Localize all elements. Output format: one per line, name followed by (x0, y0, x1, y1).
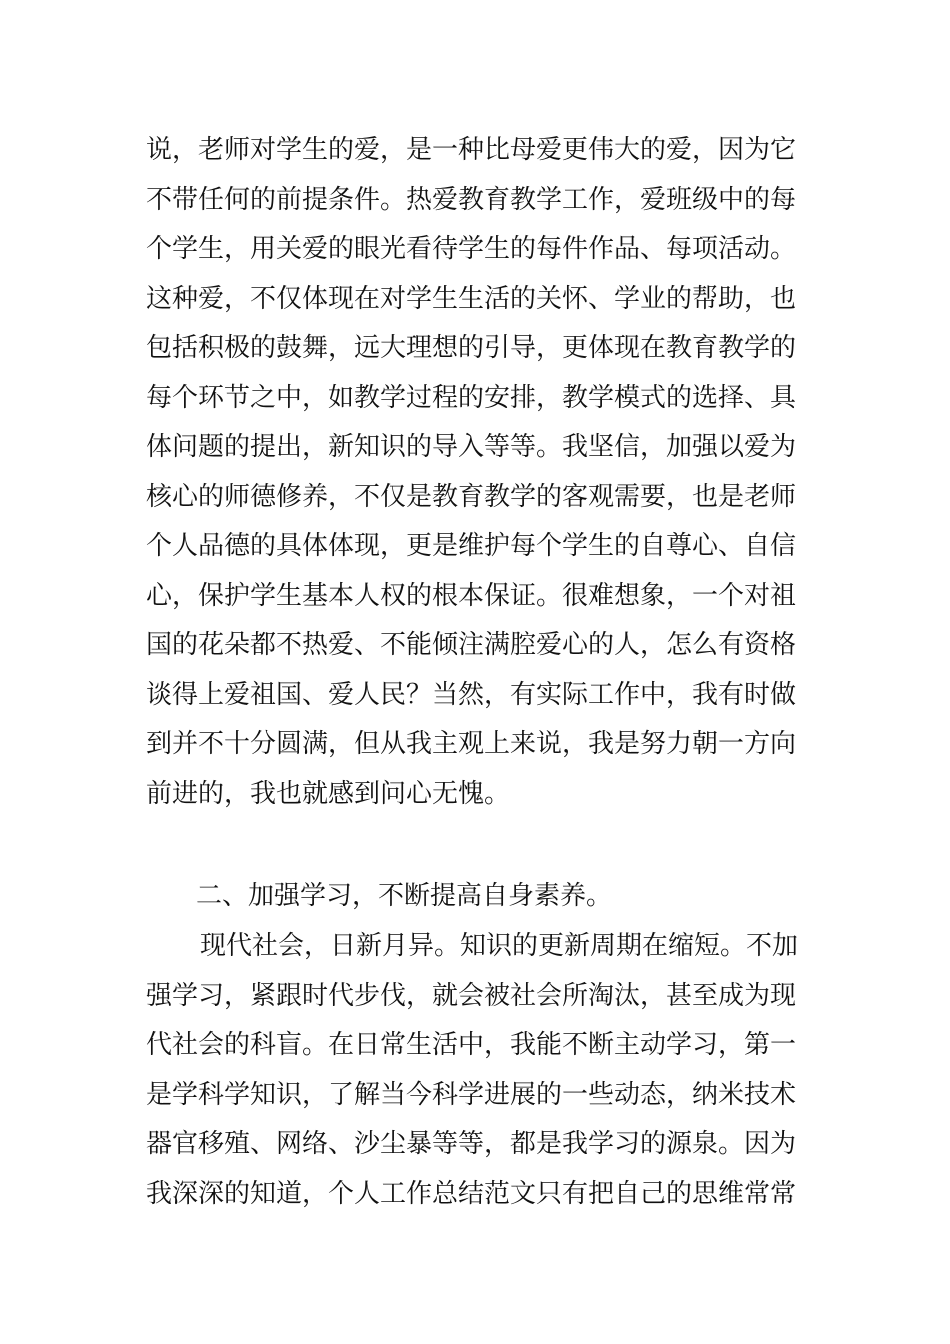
text-line: 是学科学知识，了解当今科学进展的一些动态，纳米技术 (146, 1079, 797, 1110)
paragraph-2 (146, 922, 816, 1219)
text-line: 代社会的科盲。在日常生活中，我能不断主动学习，第一 (146, 1030, 797, 1060)
text-line: 每个环节之中，如教学过程的安排，教学模式的选择、具 (146, 382, 797, 413)
text-line: 到并不十分圆满，但从我主观上来说，我是努力朝一方向 (146, 729, 797, 759)
section-heading-text: 二、加强学习，不断提高自身素养。 (196, 881, 613, 911)
text-line: 核心的师德修养，不仅是教育教学的客观需要，也是老师 (146, 481, 797, 512)
text-line: 我深深的知道，个人工作总结范文只有把自己的思维常常 (146, 1178, 797, 1209)
text-line: 不带任何的前提条件。热爱教育教学工作，爱班级中的每 (146, 184, 797, 215)
text-line: 说，老师对学生的爱，是一种比母爱更伟大的爱，因为它 (146, 135, 797, 165)
text-line: 个学生，用关爱的眼光看待学生的每件作品、每项活动。 (146, 234, 797, 264)
text-line: 体问题的提出，新知识的导入等等。我坚信，加强以爱为 (146, 432, 797, 462)
text-line: 现代社会，日新月异。知识的更新周期在缩短。不加 (200, 931, 799, 961)
text-line: 这种爱，不仅体现在对学生生活的关怀、学业的帮助，也 (146, 283, 797, 314)
text-line: 个人品德的具体体现，更是维护每个学生的自尊心、自信 (146, 531, 797, 561)
text-line: 器官移殖、网络、沙尘暴等等，都是我学习的源泉。因为 (146, 1129, 797, 1159)
text-line: 国的花朵都不热爱、不能倾注满腔爱心的人，怎么有资格 (146, 630, 797, 660)
text-line: 前进的，我也就感到问心无愧。 (146, 778, 511, 809)
text-line: 强学习，紧跟时代步伐，就会被社会所淘汰，甚至成为现 (146, 980, 797, 1011)
text-line: 心，保护学生基本人权的根本保证。很难想象，一个对祖 (146, 580, 797, 611)
paragraph-1 (146, 126, 816, 819)
section-heading-2 (146, 872, 816, 922)
text-line: 谈得上爱祖国、爱人民？当然，有实际工作中，我有时做 (146, 679, 797, 710)
text-line: 包括积极的鼓舞，远大理想的引导，更体现在教育教学的 (146, 333, 797, 363)
